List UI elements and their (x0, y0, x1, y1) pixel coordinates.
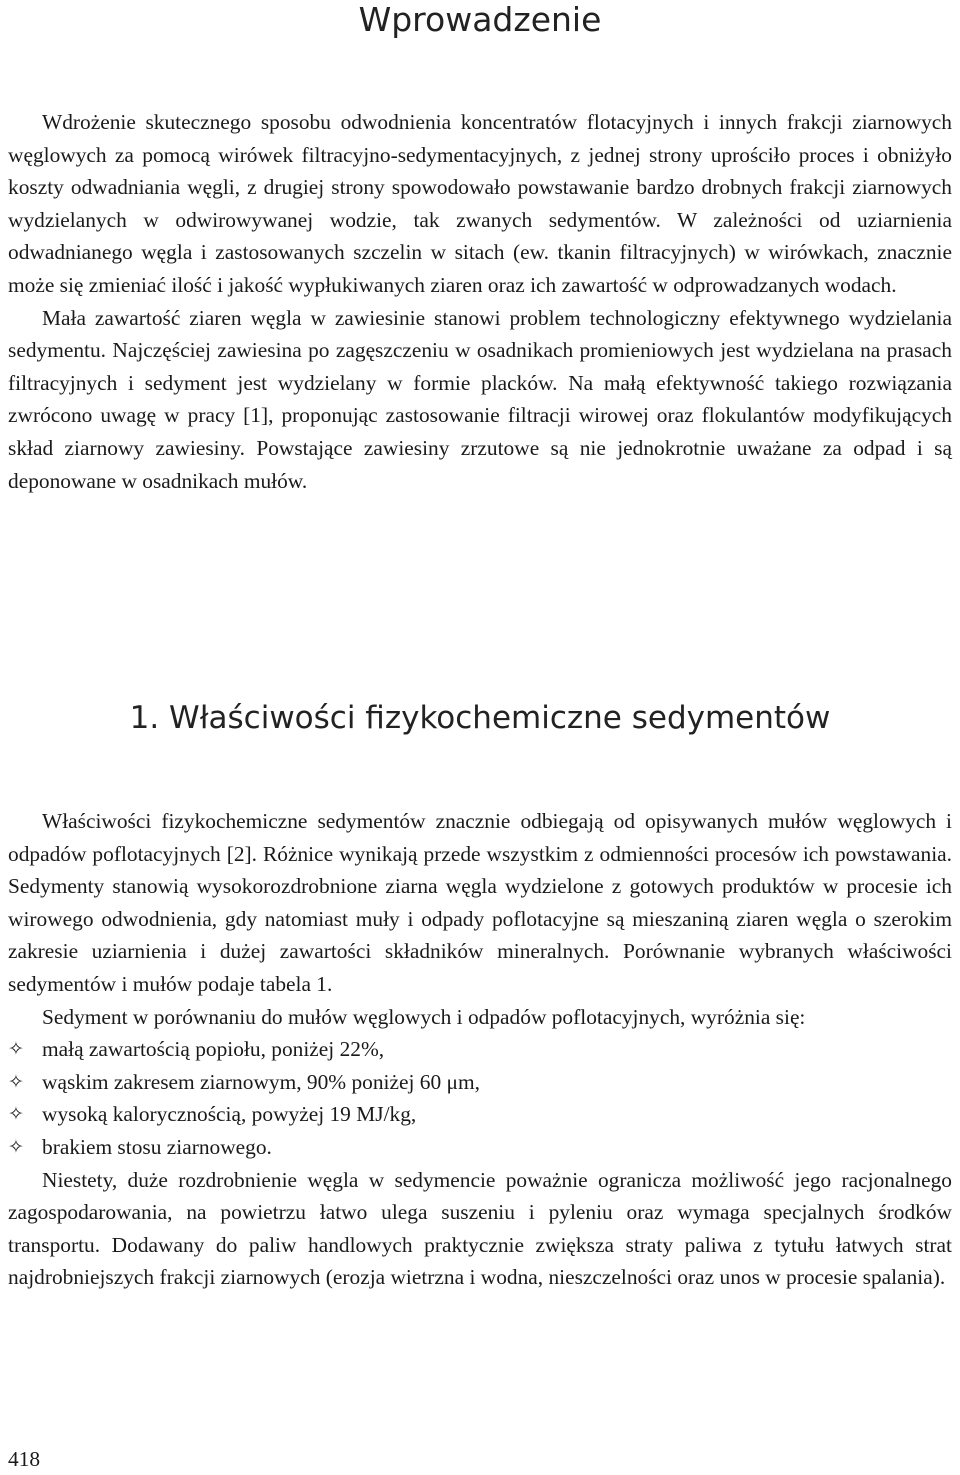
intro-body (8, 106, 952, 497)
section1-paragraph-2: Sedyment w porównaniu do mułów węglowych i odpadów poflotacyjnych, wyróżnia się: (42, 1004, 806, 1029)
four-point-star-icon: ✧ (8, 1038, 24, 1061)
four-point-star-icon: ✧ (8, 1103, 24, 1126)
list-item (8, 1098, 952, 1131)
list-item-text: wąskim zakresem ziarnowym, 90% poniżej 60 μm, (42, 1069, 480, 1094)
four-point-star-icon: ✧ (8, 1135, 24, 1158)
section1-body (8, 805, 952, 1294)
section1-paragraph-3: Niestety, duże rozdrobnienie węgla w sedymencie poważnie ogranicza możliwość jego racjonalnego zagospodarowania, na powietrzu łatwo ulega suszeniu i pyleniu oraz wymaga specjalnych środków transportu. Dodawany do paliw handlowych praktycznie zwiększa straty paliwa z tytułu łatwych strat najdrobniejszych frakcji ziarnowych (erozja wietrzna i wodna, nieszczelności oraz unos w procesie spalania). (8, 1167, 952, 1290)
list-item-text: wysoką kalorycznością, powyżej 19 MJ/kg, (42, 1102, 417, 1127)
intro-paragraph-1: Wdrożenie skutecznego sposobu odwodnienia koncentratów flotacyjnych i innych frakcji ziarnowych węglowych za pomocą wirówek filtracyjno-sedymentacyjnych, z jednej strony uprościło proces i obniżyło koszty odwadniania węgli, z drugiej strony spowodowało powstawanie bardzo drobnych frakcji ziarnowych wydzielanych w odwirowywanej wodzie, tak zwanych sedymentów. W zależności od uziarnienia odwadnianego węgla i zastosowanych szczelin w sitach (ew. tkanin filtracyjnych) w wirówkach, znacznie może się zmieniać ilość i jakość wypłukiwanych ziaren oraz ich zawartość w odprowadzanych wodach. (8, 110, 952, 297)
property-list (8, 1033, 952, 1163)
list-item (8, 1066, 952, 1099)
section-heading-1: 1. Właściwości fizykochemiczne sedymentów (129, 700, 831, 736)
section-heading-intro: Wprowadzenie (358, 0, 602, 39)
list-item-text: małą zawartością popiołu, poniżej 22%, (42, 1037, 385, 1062)
four-point-star-icon: ✧ (8, 1070, 24, 1093)
intro-paragraph-2: Mała zawartość ziaren węgla w zawiesinie stanowi problem technologiczny efektywnego wydzielania sedymentu. Najczęściej zawiesina po zagęszczeniu w osadnikach promieniowych jest wydzielana na prasach filtracyjnych i sedyment jest wydzielany w formie placków. Na małą efektywność takiego rozwiązania zwrócono uwagę w pracy [1], proponując zastosowanie filtracji wirowej oraz flokulantów modyfikujących skład ziarnowy zawiesiny. Powstające zawiesiny zrzutowe są nie jednokrotnie uważane za odpad i są deponowane w osadnikach mułów. (8, 305, 952, 493)
page-number: 418 (8, 1447, 41, 1471)
list-item-text: brakiem stosu ziarnowego. (42, 1134, 272, 1159)
section1-paragraph-1: Właściwości fizykochemiczne sedymentów znacznie odbiegają od opisywanych mułów węglowych i odpadów poflotacyjnych [2]. Różnice wynikają przede wszystkim z odmienności procesów ich powstawania. Sedymenty stanowią wysokorozdrobnione ziarna węgla wydzielone z gotowych produktów w procesie ich wirowego odwodnienia, gdy natomiast muły i odpady poflotacyjne są mieszaniną ziaren węgla o szerokim zakresie uziarnienia i dużej zawartości składników mineralnych. Porównanie wybranych właściwości sedymentów i mułów podaje tabela 1. (8, 809, 952, 996)
list-item (8, 1131, 952, 1164)
list-item (8, 1033, 952, 1066)
